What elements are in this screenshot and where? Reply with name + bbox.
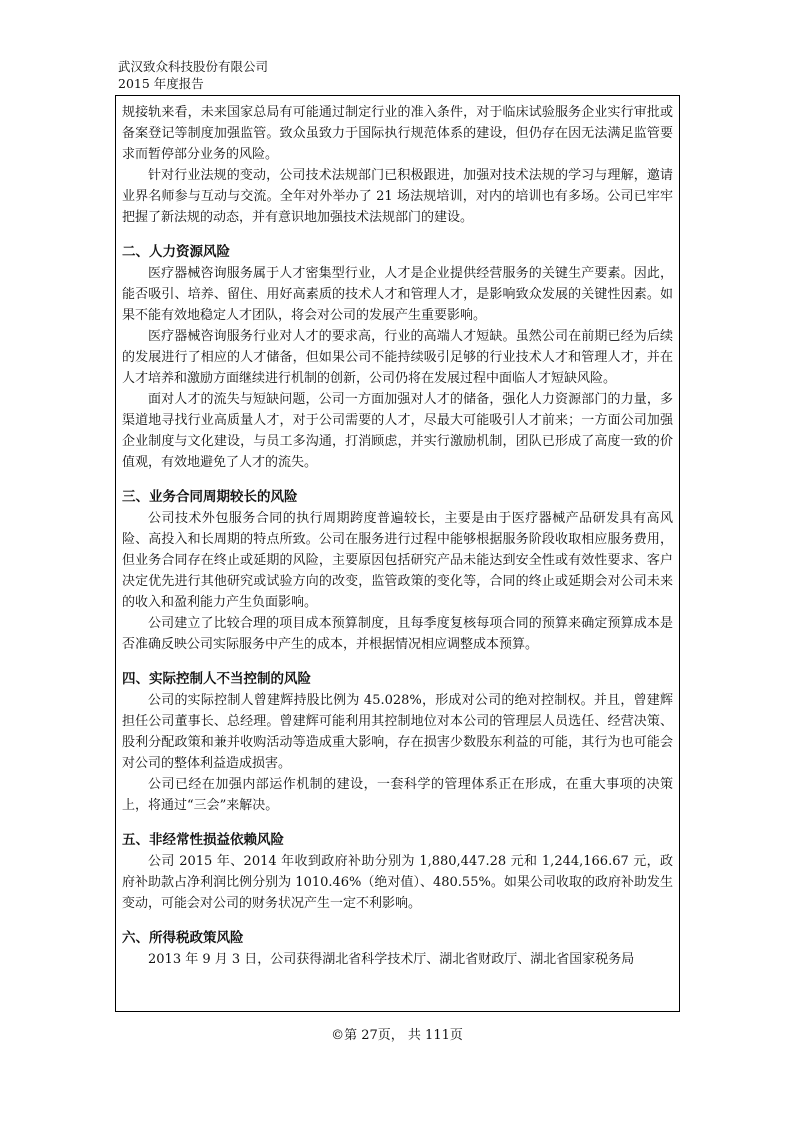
section-gap	[122, 228, 673, 242]
page-header	[118, 58, 268, 92]
paragraph: 公司已经在加强内部运作机制的建设，一套科学的管理体系正在形成，在重大事项的决策上，将通过“三会”来解决。	[122, 777, 673, 813]
page-footer: ©第 27页， 共 111页	[331, 1028, 463, 1043]
paragraph: 医疗器械咨询服务行业对人才的要求高，行业的高端人才短缺。虽然公司在前期已经为后续的发展进行了相应的人才储备，但如果公司不能持续吸引足够的行业技术人才和管理人才，并在人才培养和激励方面继续进行机制的创新，公司仍将在发展过程中面临人才短缺风险。	[122, 329, 673, 386]
section-gap	[122, 473, 673, 487]
paragraph: 面对人才的流失与短缺问题，公司一方面加强对人才的储备，强化人力资源部门的力量，多渠道地寻找行业高质量人才，对于公司需要的人才，尽最大可能吸引人才前来；一方面公司加强企业制度与文化建设，与员工多沟通，打消顾虑，并实行激励机制，团队已形成了高度一致的价值观，有效地避免了人才的流失。	[122, 392, 673, 470]
report-title: 2015 年度报告	[118, 76, 204, 91]
section-heading: 三、业务合同周期较长的风险	[122, 489, 298, 505]
section-gap	[122, 655, 673, 669]
paragraph: 医疗器械咨询服务属于人才密集型行业，人才是企业提供经营服务的关键生产要素。因此，能否吸引、培养、留住、用好高素质的技术人才和管理人才，是影响致众发展的关键性因素。如果不能有效地稳定人才团队，将会对公司的发展产生重要影响。	[122, 266, 673, 323]
paragraph: 规接轨来看，未来国家总局有可能通过制定行业的准入条件，对于临床试验服务企业实行审批或备案登记等制度加强监管。致众虽致力于国际执行规范体系的建设，但仍存在因无法满足监管要求而暂停部分业务的风险。	[122, 105, 673, 162]
document-body	[115, 95, 680, 1012]
company-name: 武汉致众科技股份有限公司	[118, 59, 269, 74]
paragraph: 针对行业法规的变动，公司技术法规部门已积极跟进，加强对技术法规的学习与理解，邀请业界名师参与互动与交流。全年对外举办了 21 场法规培训，对内的培训也有多场。公司已牢牢把握了新法规的动态，并有意识地加强技术法规部门的建设。	[122, 168, 673, 225]
section-heading: 六、所得税政策风险	[122, 930, 244, 946]
section-heading: 四、实际控制人不当控制的风险	[122, 671, 311, 687]
paragraph: 公司技术外包服务合同的执行周期跨度普遍较长，主要是由于医疗器械产品研发具有高风险、高投入和长周期的特点所致。公司在服务进行过程中能够根据服务阶段收取相应服务费用，但业务合同存在终止或延期的风险，主要原因包括研究产品未能达到安全性或有效性要求、客户决定优先进行其他研究或试验方向的改变，监管政策的变化等，合同的终止或延期会对公司未来的收入和盈利能力产生负面影响。	[122, 511, 673, 610]
section-heading: 二、人力资源风险	[122, 244, 230, 260]
section-gap	[122, 816, 673, 830]
paragraph: 公司的实际控制人曾建辉持股比例为 45.028%，形成对公司的绝对控制权。并且，曾建辉担任公司董事长、总经理。曾建辉可能利用其控制地位对本公司的管理层人员选任、经营决策、股利分配政策和兼并收购活动等造成重大影响，存在损害少数股东利益的可能，其行为也可能会对公司的整体利益造成损害。	[122, 693, 673, 771]
paragraph: 公司 2015 年、2014 年收到政府补助分别为 1,880,447.28 元和 1,244,166.67 元，政府补助款占净利润比例分别为 1010.46%（绝对值）、480.55%。如果公司收取的政府补助发生变动，可能会对公司的财务状况产生一定不利影响。	[122, 854, 673, 911]
section-heading: 五、非经常性损益依赖风险	[122, 832, 284, 848]
paragraph: 2013 年 9 月 3 日，公司获得湖北省科学技术厅、湖北省财政厅、湖北省国家税务局	[148, 952, 635, 967]
section-gap	[122, 914, 673, 928]
paragraph: 公司建立了比较合理的项目成本预算制度，且每季度复核每项合同的预算来确定预算成本是否准确反映公司实际服务中产生的成本，并根据情况相应调整成本预算。	[122, 616, 673, 652]
